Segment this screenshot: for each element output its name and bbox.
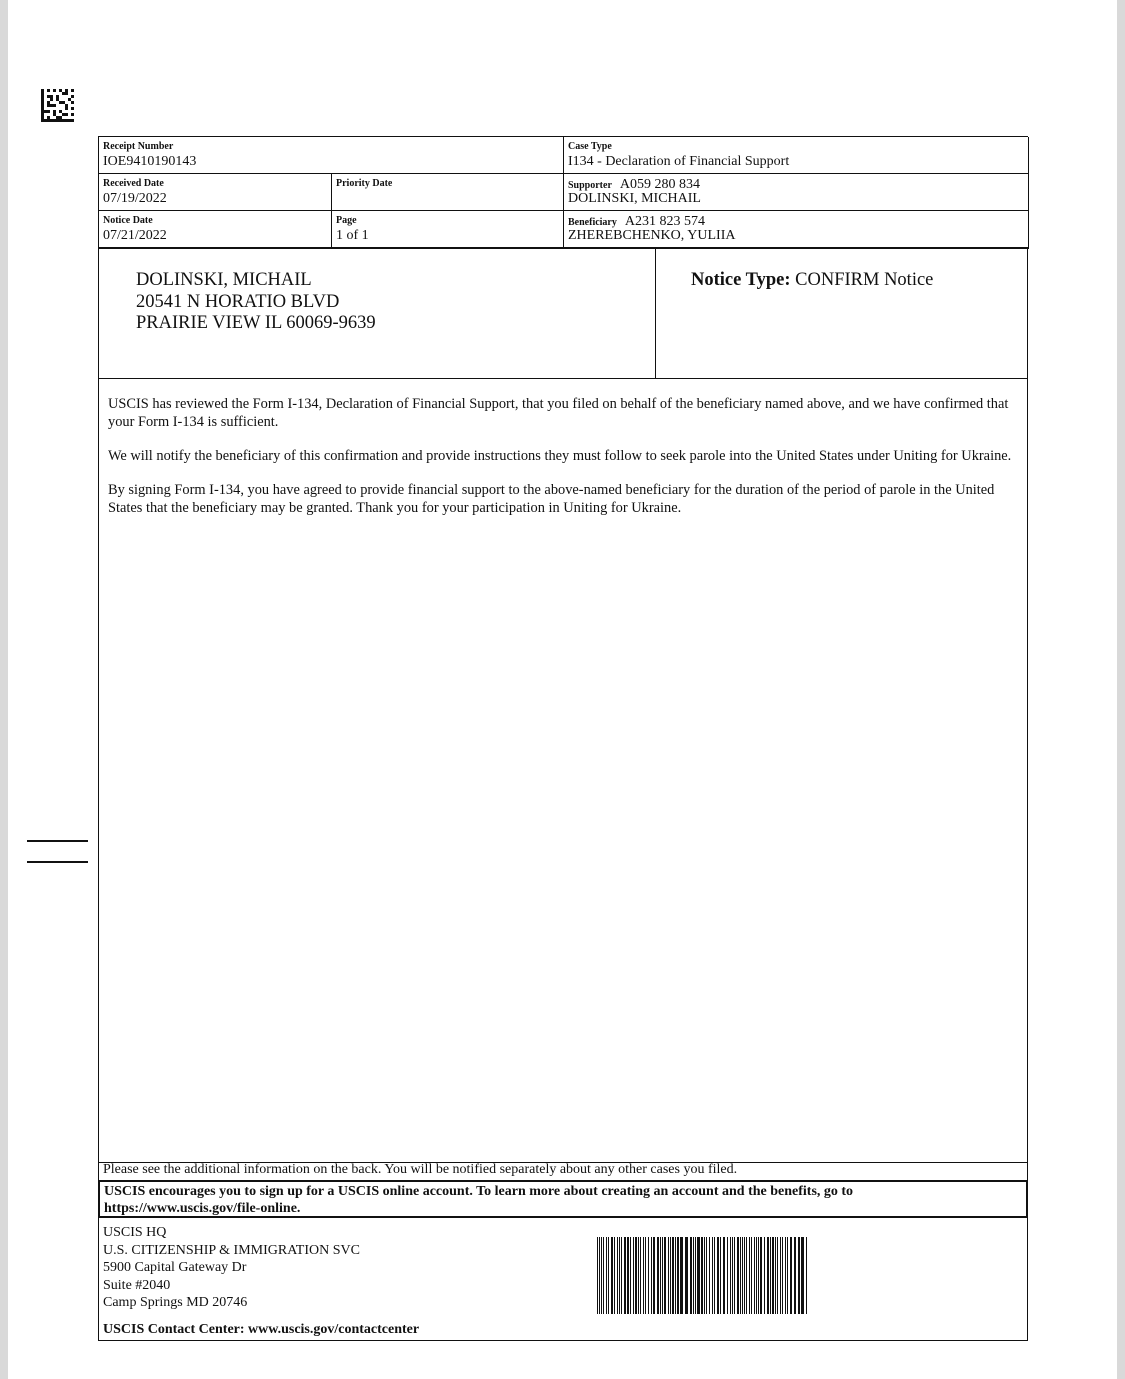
barcode-bar [599,1237,600,1314]
page-cell [332,211,564,249]
office-line: Camp Springs MD 20746 [103,1295,248,1310]
notice-date-label: Notice Date [103,215,153,226]
barcode-bar [603,1237,604,1314]
receipt-number-label: Receipt Number [103,141,174,152]
barcode-bar [798,1237,800,1314]
fold-mark [27,840,88,842]
notice-type-label: Notice Type: [691,270,791,290]
barcode-bar [685,1237,688,1314]
online-account-row [98,1180,1028,1218]
barcode-bar [611,1237,613,1314]
additional-info-text: Please see the additional information on the back. You will be notified separately about any other cases you filed. [103,1162,738,1177]
barcode-bar [785,1237,786,1314]
datamatrix-code-icon [41,89,74,122]
barcode-bar [614,1237,615,1314]
office-line: Suite #2040 [103,1277,171,1293]
barcode-bar [767,1237,769,1314]
barcode-bar [727,1237,728,1314]
barcode-bar [794,1237,796,1314]
barcode-bar [651,1237,652,1314]
barcode-bar [619,1237,620,1314]
barcode-bar [782,1237,783,1314]
barcode-bar [633,1237,634,1314]
barcode-bar [627,1237,629,1314]
notice-date-value: 07/21/2022 [103,228,167,243]
beneficiary-label: Beneficiary [568,217,617,228]
page-value: 1 of 1 [336,228,369,243]
barcode-bar [606,1237,607,1314]
barcode-bar [746,1237,747,1314]
barcode-bar [621,1237,622,1314]
barcode-bar [638,1237,639,1314]
barcode-bar [690,1237,692,1314]
barcode-bar [756,1237,757,1314]
barcode-bar [668,1237,669,1314]
barcode-bar [630,1237,631,1314]
barcode-bar [709,1237,710,1314]
barcode-bar [744,1237,745,1314]
barcode-bar [677,1237,679,1314]
beneficiary-cell [564,211,1029,249]
barcode-bar [775,1237,776,1314]
mailing-address [136,270,376,335]
barcode-bar [706,1237,707,1314]
barcode-bar [624,1237,626,1314]
address-line: PRAIRIE VIEW IL 60069-9639 [136,313,376,333]
barcode-bar [770,1237,771,1314]
barcode-bar [787,1237,788,1314]
barcode-bar [680,1237,683,1314]
fold-mark [27,861,88,863]
barcode-bar [732,1237,733,1314]
barcode-bar [777,1237,778,1314]
barcode-bar [772,1237,774,1314]
notice-date-cell [99,211,332,249]
barcode-bar [675,1237,676,1314]
case-type-label: Case Type [568,141,612,152]
barcode-bar [697,1237,700,1314]
barcode-bar [701,1237,703,1314]
supporter-cell [564,174,1029,211]
barcode-bar [734,1237,735,1314]
received-date-value: 07/19/2022 [103,191,167,206]
barcode-bar [664,1237,666,1314]
barcode-bar [657,1237,659,1314]
address-box [98,247,656,379]
supporter-label: Supporter [568,180,612,191]
barcode-bar [749,1237,750,1314]
barcode-bar [790,1237,792,1314]
barcode-bar [717,1237,719,1314]
barcode-bar [695,1237,696,1314]
receipt-number-value: IOE9410190143 [103,154,197,169]
barcode-bar [723,1237,725,1314]
barcode-bar [730,1237,731,1314]
barcode-bar [760,1237,762,1314]
barcode-bar [617,1237,618,1314]
body-text [108,395,1020,533]
supporter-id: A059 280 834 [619,177,701,192]
office-row [98,1217,1028,1341]
body-paragraph: By signing Form I-134, you have agreed to provide financial support to the above-named beneficiary for the duration of the period of parole in the United States that the beneficiary may be granted. Thank you for your participation in Uniting for Ukraine. [108,482,995,516]
beneficiary-name: ZHEREBCHENKO, YULIIA [568,228,736,243]
barcode-bar [660,1237,661,1314]
notice-type-box [655,247,1028,379]
barcode-bar [740,1237,741,1314]
notice-body [98,378,1028,1163]
barcode-bar [640,1237,641,1314]
contact-center-text: USCIS Contact Center: www.uscis.gov/contactcenter [103,1322,420,1337]
barcode-bar [742,1237,743,1314]
received-date-label: Received Date [103,178,164,189]
barcode-bar [720,1237,721,1314]
barcode-bar [712,1237,713,1314]
online-account-text: USCIS encourages you to sign up for a USCIS online account. To learn more about creating an account and the benefits, go to https://www.uscis.gov/file-online. [104,1184,854,1216]
case-type-cell [564,137,1029,174]
notice-type-value: CONFIRM Notice [795,270,934,290]
barcode-bar [597,1237,598,1314]
receipt-number-cell [99,137,564,174]
barcode-bar [704,1237,705,1314]
barcode-icon [597,1237,809,1314]
supporter-name: DOLINSKI, MICHAIL [568,191,701,206]
barcode-bar [751,1237,752,1314]
notice-page [8,0,1117,1379]
received-date-cell [99,174,332,211]
barcode-bar [601,1237,602,1314]
barcode-bar [670,1237,671,1314]
body-paragraph: We will notify the beneficiary of this confirmation and provide instructions they must follow to seek parole into the United States under Uniting for Ukraine. [108,448,1012,464]
barcode-bar [754,1237,755,1314]
header-grid [98,136,1028,248]
office-line: USCIS HQ [103,1225,167,1240]
barcode-bar [780,1237,781,1314]
beneficiary-id: A231 823 574 [624,214,705,229]
barcode-bar [645,1237,646,1314]
barcode-bar [714,1237,715,1314]
barcode-bar [764,1237,765,1314]
office-line: U.S. CITIZENSHIP & IMMIGRATION SVC [103,1242,360,1258]
barcode-bar [643,1237,644,1314]
priority-date-cell [332,174,564,211]
barcode-bar [693,1237,694,1314]
barcode-bar [806,1237,807,1314]
barcode-bar [662,1237,663,1314]
priority-date-label: Priority Date [336,178,393,189]
office-line: 5900 Capital Gateway Dr [103,1260,247,1275]
office-address [103,1224,360,1312]
address-line: DOLINSKI, MICHAIL [136,270,312,290]
barcode-bar [737,1237,739,1314]
barcode-bar [672,1237,674,1314]
page-label: Page [336,215,357,226]
barcode-bar [648,1237,649,1314]
barcode-bar [653,1237,655,1314]
additional-info-row [98,1162,1028,1182]
case-type-value: I134 - Declaration of Financial Support [568,154,790,169]
notice-type [691,270,933,291]
barcode-bar [801,1237,804,1314]
body-paragraph: USCIS has reviewed the Form I-134, Declaration of Financial Support, that you filed on behalf of the beneficiary named above, and we have confirmed that your Form I-134 is sufficient. [108,396,1009,430]
barcode-bar [608,1237,609,1314]
address-line: 20541 N HORATIO BLVD [136,291,340,312]
barcode-bar [635,1237,637,1314]
barcode-bar [758,1237,759,1314]
